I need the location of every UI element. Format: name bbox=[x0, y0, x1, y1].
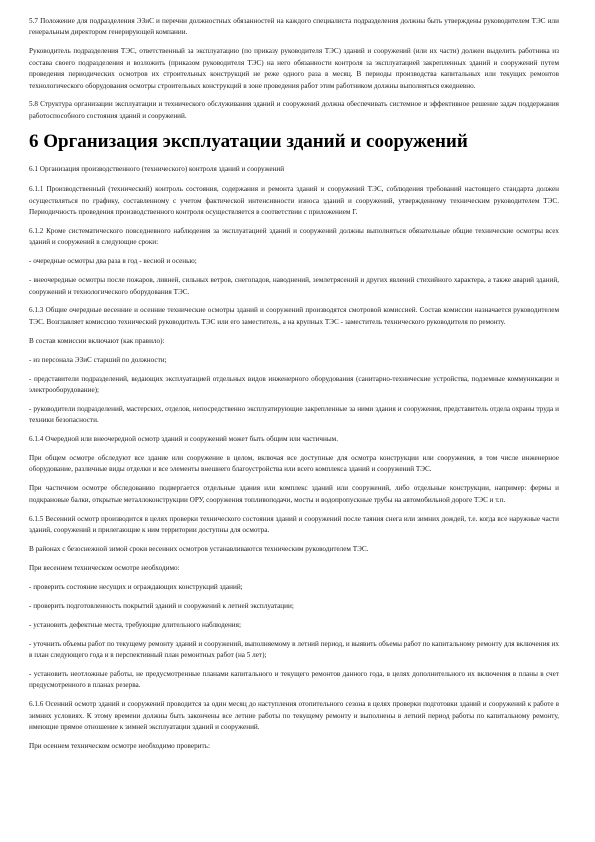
list-item-defects: - установить дефектные места, требующие длительного наблюдения; bbox=[29, 620, 241, 629]
paragraph-6-1-1: 6.1.1 Производственный (технический) контроль состояния, содержания и ремонта зданий и сооружений ТЭС, соблюдения требований настоящего стандарта должен осуществляться по графику, составленному с учетом фактической интенсивности износа зданий и сооружений, утвержденному техническим руководителем ТЭС. Периодичность проведения производственного контроля осуществляется в соответствии с приложением Г. bbox=[29, 185, 559, 216]
autumn-inspection-intro: При осеннем техническом осмотре необходимо проверить: bbox=[29, 741, 210, 750]
snowless-regions-paragraph: В районах с безоснежной зимой сроки весенних осмотров устанавливаются техническим руководителем ТЭС. bbox=[29, 545, 369, 553]
spring-inspection-intro: При весеннем техническом осмотре необходимо: bbox=[29, 563, 180, 572]
paragraph-5-8: 5.8 Структура организации эксплуатации и технического обслуживания зданий и сооружений должна обеспечивать системное и эффективное решение задач поддержания работоспособного состояния зданий и сооружений. bbox=[29, 100, 559, 120]
list-item-ezis-senior: - из персонала ЭЗиС старший по должности; bbox=[29, 355, 167, 364]
general-inspection-paragraph: При общем осмотре обследуют все здание или сооружение в целом, включая все доступные для осмотра конструкции или сооружения, в том числе инженерное оборудование, различные виды отделки и все элементы внешнего благоустройства или всего комплекса зданий и сооружений ТЭС. bbox=[29, 454, 559, 474]
list-item-extraordinary-inspections: - внеочередные осмотры после пожаров, ливней, сильных ветров, снегопадов, наводнений, землетрясений и других явлений стихийного характера, а также аварий зданий, сооружений и технологического оборудования ТЭС. bbox=[29, 276, 559, 296]
paragraph-6-1-6: 6.1.6 Осенний осмотр зданий и сооружений проводится за один месяц до наступления отопительного сезона в целях проверки подготовки зданий и сооружений к работе в зимних условиях. К этому времени должны быть закончены все летние работы по текущему ремонту и выполнены в летний период работы по капитальному ремонту, имеющие прямое отношение к зимней эксплуатации зданий и сооружений. bbox=[29, 700, 559, 731]
list-item-engineering-representatives: - представители подразделений, ведающих эксплуатацией отдельных видов инженерного оборудования (санитарно-технические устройства, подземные коммуникации и электрооборудование); bbox=[29, 374, 559, 394]
subsection-heading: 6.1 Организация производственного (технического) контроля зданий и сооружений bbox=[29, 164, 285, 173]
paragraph-6-1-4: 6.1.4 Очередной или внеочередной осмотр зданий и сооружений может быть общим или частичным. bbox=[29, 435, 339, 444]
paragraph-6-1-2: 6.1.2 Кроме систематического повседневного наблюдения за эксплуатацией зданий и сооружений должны выполняться обязательные общие технические осмотры всех зданий и сооружений в следующие сроки: bbox=[29, 226, 559, 247]
paragraph-5-7-supervisor: Руководитель подразделения ТЭС, ответственный за эксплуатацию (по приказу руководителя ТЭС) зданий и сооружений (или их части) должен выделить работника из состава своего подразделения и возложить (приказом руководителя ТЭС) на него обязанности контроля за эксплуатацией закрепленных зданий и сооружений путем проведения периодических осмотров их строительных конструкций не реже одного раза в месяц. В периоды производства капитальных или текущих ремонтов технологического оборудования осмотры строительных конструкций в зоне проведения работ этим работником должны выполняться ежедневно. bbox=[29, 47, 559, 90]
section-heading: 6 Организация эксплуатации зданий и сооружений bbox=[29, 130, 468, 152]
paragraph-6-1-3: 6.1.3 Общие очередные весенние и осенние технические осмотры зданий и сооружений производятся смотровой комиссией. Состав комиссии назначается руководителем ТЭС. Возглавляет комиссию технический руководитель ТЭС или его заместитель, а на крупных ТЭС - заместитель технического руководителя по ремонту. bbox=[29, 306, 559, 326]
partial-inspection-paragraph: При частичном осмотре обследованию подвергается отдельные здания или комплекс зданий или сооружений, либо отдельные конструкции, например: фермы и подкрановые балки, открытые металлоконструкции ОРУ, сооружения топливоподачи, мосты и водопропускные трубы на автомобильной дороге ТЭС и т.п. bbox=[29, 484, 559, 504]
list-item-check-roofs: - проверить подготовленность покрытий зданий и сооружений к летней эксплуатации; bbox=[29, 601, 294, 610]
list-item-department-heads: - руководители подразделений, мастерских, отделов, непосредственно эксплуатирующие закрепленные за ними здания и сооружения, представитель отдела охраны труда и техники безопасности. bbox=[29, 404, 559, 425]
list-item-repair-volumes: - уточнить объемы работ по текущему ремонту зданий и сооружений, выполняемому в летний период, и выявить объемы работ по капитальному ремонту для включения их в план следующего года и в перспективный план ремонтных работ (на 5 лет); bbox=[29, 639, 559, 659]
paragraph-5-7: 5.7 Положение для подразделения ЭЗиС и перечни должностных обязанностей на каждого специалиста подразделения должны быть утверждены руководителем ТЭС или генеральным директором генерирующей компании. bbox=[29, 17, 559, 37]
list-item-regular-inspections: - очередные осмотры два раза в год - весной и осенью; bbox=[29, 257, 197, 266]
paragraph-6-1-5: 6.1.5 Весенний осмотр производится в целях проверки технического состояния зданий и сооружений после таяния снега или зимних дождей, т.е. когда все наружные части зданий, сооружений и прилегающие к ним территории доступны для осмотра. bbox=[29, 514, 559, 535]
list-item-check-structures: - проверить состояние несущих и ограждающих конструкций зданий; bbox=[29, 582, 243, 591]
list-item-urgent-works: - установить неотложные работы, не предусмотренные планами капитального и текущего ремонтов данного года, в целях дополнительного их включения в планы в счет предусмотренного в планах резерва. bbox=[29, 669, 559, 690]
commission-composition-intro: В состав комиссии включают (как правило): bbox=[29, 336, 165, 345]
